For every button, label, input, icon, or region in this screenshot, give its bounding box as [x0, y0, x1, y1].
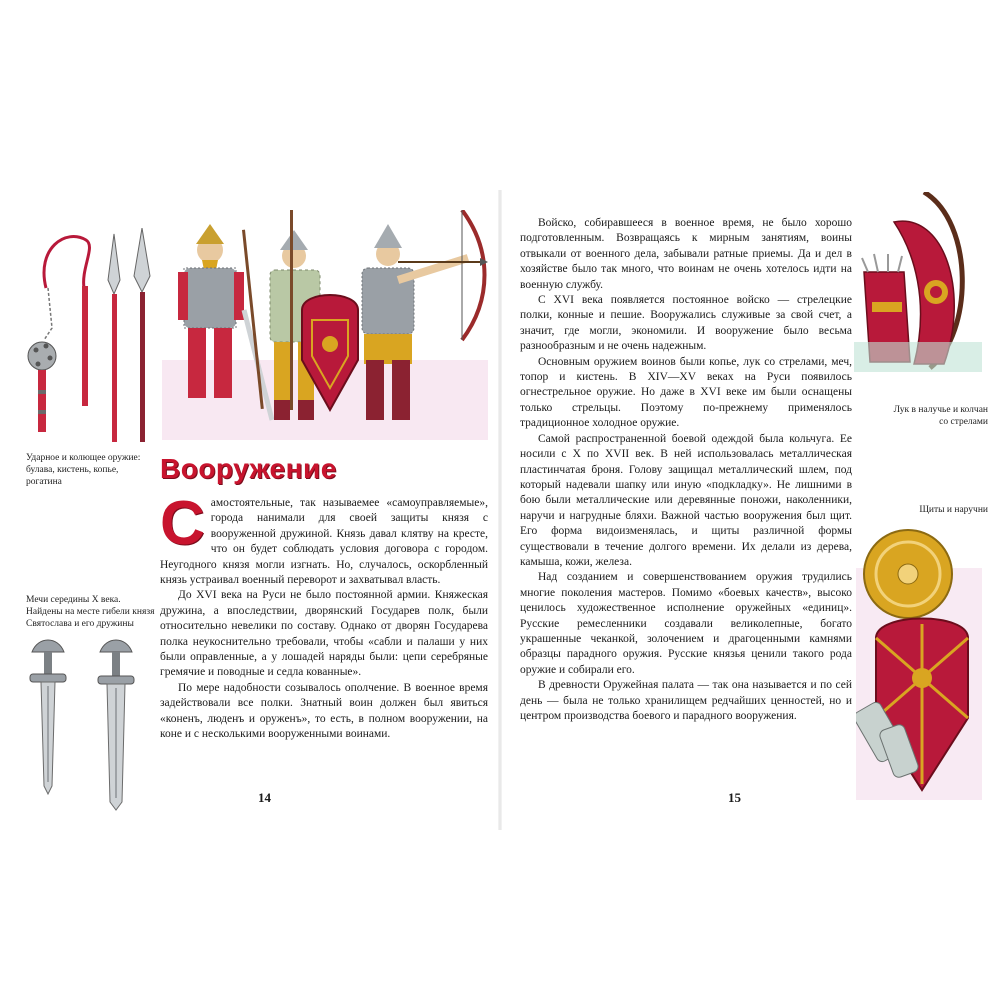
page-number-right: 15	[728, 790, 741, 805]
paragraph: Самой распространенной боевой одеждой была кольчуга. Ее носили с X по XVII век. В ней использовалась металлическая пластинчатая броня. Голову защищал металлический шлем, под который надевали шапку или иную «подкладку». Не лишними в бою были металлические или деревянные поножи, наколенники, наручи и нагрудные бляхи. Важной частью вооружения был щит. Его форма видоизменялась, и щиты различной формы существовали в течение долгого времени. Их делали из дерева, камыша, кожи, железа.	[520, 432, 852, 568]
paragraph: По мере надобности созывалось ополчение. В военное время задействовали все полки. Знатный воин должен был явиться «коненъ, люденъ и оруженъ», то есть, в полном вооружении, на коне и с несколькими вооруженными воинами.	[160, 681, 488, 741]
shields-illustration	[856, 528, 982, 800]
paragraph: С XVI века появляется постоянное войско — стрелецкие полки, конные и пешие. Вооружались служивые за свой счет, а значит, где могли, экономили. И вооружение было весьма разнообразным и не очень надежным.	[520, 294, 852, 353]
warriors-illustration	[162, 210, 488, 440]
right-text-column	[520, 216, 852, 724]
caption-bow-quiver: Лук в налучье и колчан со стрелами	[893, 405, 988, 427]
paragraph: В древности Оружейная палата — так она называется и по сей день — была не только хранилищем редчайших ценностей, но и центром производства боевого и парадного вооружения.	[520, 679, 852, 722]
left-text-column	[160, 489, 488, 743]
paragraph: Войско, собиравшееся в военное время, не было хорошо подготовленным. Возвращаясь к мирным занятиям, воины отвыкали от военного дела, забывали ратные приемы. Да и дел в хозяйстве было так много, что воинам не очень хотелось идти на военную службу.	[520, 217, 852, 291]
weapons-illustration	[26, 228, 160, 448]
paragraph: Самостоятельные, так называемее «самоуправляемые», города нанимали для своей защиты князя с вооруженной дружиной. Князь давал клятву на кресте, что он будет соблюдать условия договора с городом. Неугодного князя могли изгнать. Но, случалось, оскорбленный князь устраивал военный переворот и захватывал власть.	[160, 489, 488, 587]
caption-weapons: Ударное и колющее оружие: булава, кистень, копье, рогатина	[26, 453, 141, 487]
paragraph: До XVI века на Руси не было постоянной армии. Княжеская дружина, а впоследствии, дворянский Государев полк, были относительно невелики по составу. Однако от дворян Государева полка неукоснительно требовали, чтобы «сабли и палаши у них были оправленные, а у лошадей наряды были: цепи серебряные гремячие и поводные и седла кованные».	[160, 589, 488, 679]
chapter-heading: Вооружение	[160, 453, 337, 484]
paragraph: Основным оружием воинов были копье, лук со стрелами, меч, топор и кистень. В XIV—XV веках на Руси появилось огнестрельное оружие. Но даже в XVI веке им были оснащены только стрельцы. Поэтому по-прежнему применялось традиционное холодное оружие.	[520, 355, 852, 430]
drop-cap: С	[160, 489, 205, 558]
page-number-left: 14	[258, 790, 271, 805]
right-page	[500, 0, 1000, 1000]
paragraph: Над созданием и совершенствованием оружия трудились многие поколения мастеров. Помимо «боевых качеств», высоко ценилось художественное исполнение оружейных «единиц». Русские ремесленники создавали великолепные, богато украшенные чеканкой, золочением и драгоценными камнями образцы парадного оружия. Русские князья ценили такого рода оружие и собирали его.	[520, 571, 852, 676]
caption-swords: Мечи середины X века. Найдены на месте гибели князя Святослава и его дружины	[26, 595, 155, 629]
bow-quiver-illustration	[854, 192, 982, 372]
caption-shields: Щиты и наручни	[919, 505, 988, 515]
swords-illustration	[28, 636, 152, 812]
